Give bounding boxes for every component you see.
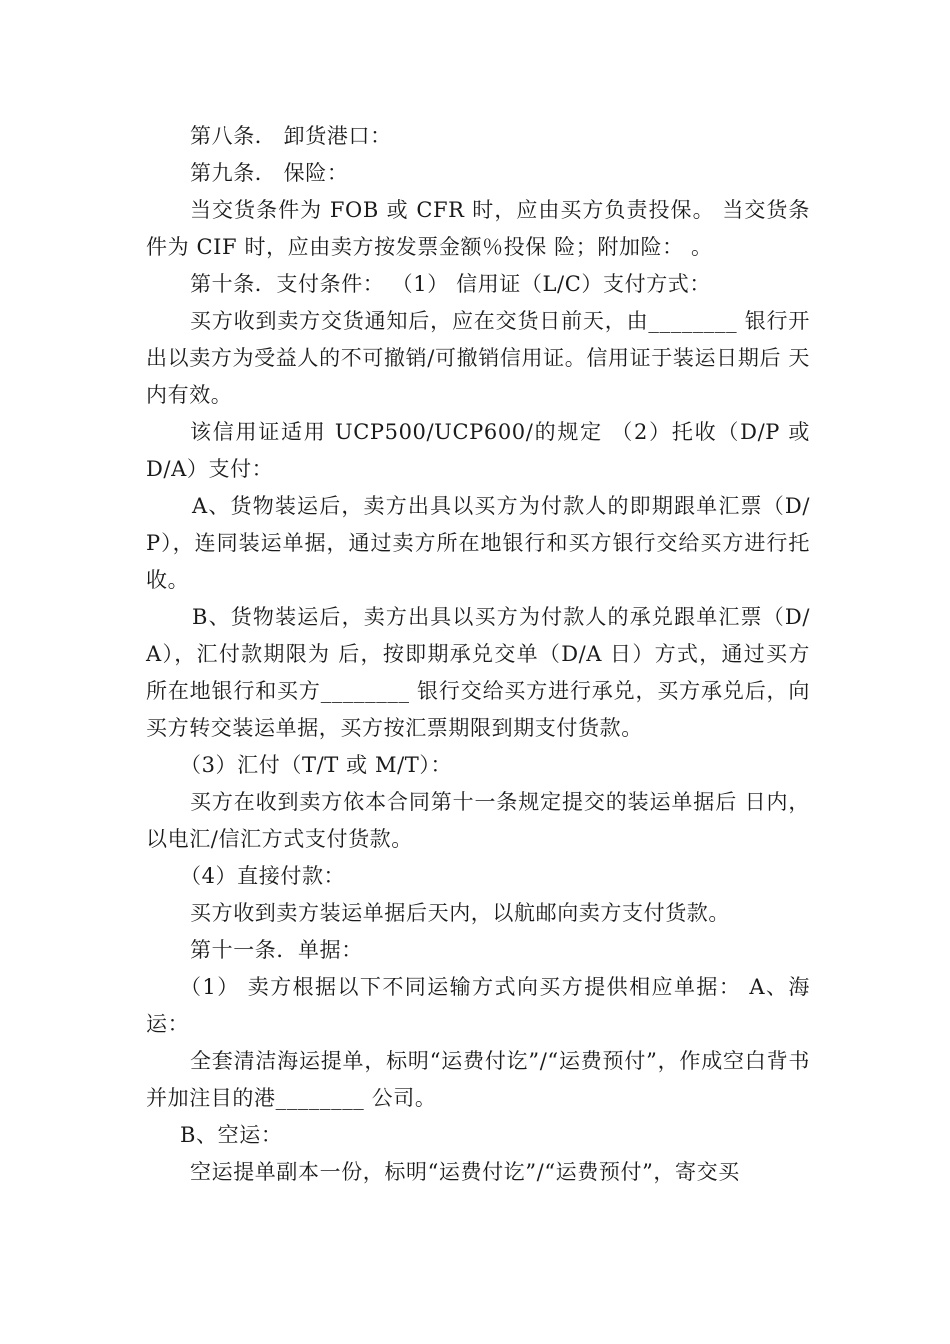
letter-of-credit-paragraph: 买方收到卖方交货通知后，应在交货日前天，由________ 银行开出以卖方为受益人的不可撤销/可撤销信用证。信用证于装运日期后 天内有效。 xyxy=(146,309,810,407)
da-paragraph: B、货物装运后，卖方出具以买方为付款人的承兑跟单汇票（D/A），汇付款期限为 后，按即期承兑交单（D/A 日）方式，通过买方所在地银行和买方________ 银行交给买方进行承兑，买方承兑后，向买方转交装运单据，买方按汇票期限到期支付货款。 xyxy=(146,605,810,740)
article-10-heading: 第十条．支付条件： （1） 信用证（L/C）支付方式： xyxy=(190,272,711,296)
air-transport-paragraph: 空运提单副本一份，标明“运费付讫”/“运费预付”，寄交买 xyxy=(190,1160,740,1184)
document-page xyxy=(146,118,810,1191)
article-11-heading: 第十一条．单据： xyxy=(190,938,363,962)
article-8-heading: 第八条． 卸货港口： xyxy=(190,124,392,148)
direct-payment-heading: （4）直接付款： xyxy=(180,864,346,888)
sea-transport-paragraph: 全套清洁海运提单，标明“运费付讫”/“运费预付”，作成空白背书并加注目的港________ 公司。 xyxy=(146,1049,810,1110)
remittance-paragraph: 买方在收到卖方依本合同第十一条规定提交的装运单据后 日内，以电汇/信汇方式支付货款。 xyxy=(146,790,810,851)
air-transport-heading: B、空运： xyxy=(180,1123,283,1147)
documents-paragraph: （1） 卖方根据以下不同运输方式向买方提供相应单据： A、海运： xyxy=(146,975,810,1036)
article-9-heading: 第九条． 保险： xyxy=(190,161,349,185)
ucp-paragraph: 该信用证适用 UCP500/UCP600/的规定 （2）托收（D/P 或 D/A）支付： xyxy=(146,420,810,481)
remittance-heading: （3）汇付（T/T 或 M/T）： xyxy=(180,753,453,777)
dp-paragraph: A、货物装运后，卖方出具以买方为付款人的即期跟单汇票（D/P），连同装运单据，通过卖方所在地银行和买方银行交给买方进行托收。 xyxy=(146,494,810,592)
direct-payment-paragraph: 买方收到卖方装运单据后天内，以航邮向卖方支付货款。 xyxy=(190,901,730,925)
insurance-paragraph: 当交货条件为 FOB 或 CFR 时，应由买方负责投保。 当交货条件为 CIF 时，应由卖方按发票金额％投保 险；附加险： 。 xyxy=(146,198,810,259)
